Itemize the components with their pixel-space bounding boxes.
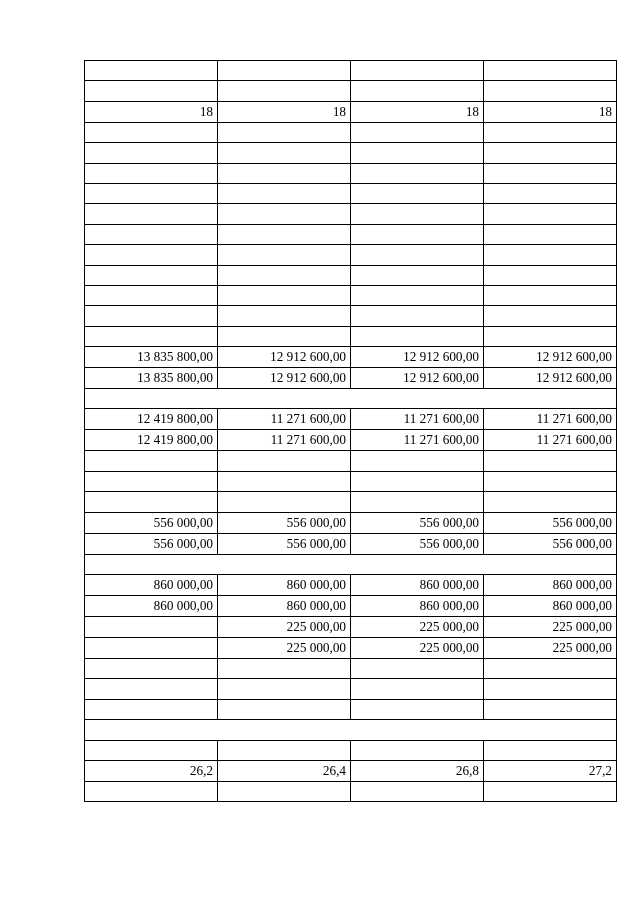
table-cell xyxy=(218,224,351,244)
table-cell: 13 835 800,00 xyxy=(85,347,218,368)
table-cell: 18 xyxy=(484,101,617,122)
table-cell: 12 912 600,00 xyxy=(484,347,617,368)
table-cell xyxy=(85,471,218,491)
table-cell xyxy=(85,285,218,305)
table-cell: 556 000,00 xyxy=(85,533,218,554)
table-cell xyxy=(218,326,351,346)
table-row xyxy=(85,204,617,224)
table-cell xyxy=(85,492,218,512)
table-cell: 225 000,00 xyxy=(484,638,617,659)
table-cell xyxy=(85,183,218,203)
table-cell: 225 000,00 xyxy=(484,617,617,638)
table-cell xyxy=(351,699,484,719)
table-cell xyxy=(218,659,351,679)
table-row xyxy=(85,575,617,596)
table-cell: 556 000,00 xyxy=(218,512,351,533)
table-cell xyxy=(351,81,484,101)
table-cell xyxy=(484,492,617,512)
table-cell: 12 419 800,00 xyxy=(85,409,218,430)
table-cell xyxy=(351,306,484,326)
table-cell: 556 000,00 xyxy=(218,533,351,554)
table-cell xyxy=(218,143,351,163)
table-cell xyxy=(484,471,617,491)
table-cell xyxy=(218,679,351,699)
table-cell xyxy=(85,204,218,224)
table-cell xyxy=(218,471,351,491)
table-row xyxy=(85,596,617,617)
table-cell xyxy=(85,306,218,326)
table-cell xyxy=(484,61,617,81)
table-cell: 12 912 600,00 xyxy=(218,368,351,389)
table-cell: 18 xyxy=(351,101,484,122)
table-cell xyxy=(351,122,484,142)
table-cell xyxy=(351,781,484,801)
table-row xyxy=(85,285,617,305)
table-row xyxy=(85,61,617,81)
table-cell xyxy=(85,659,218,679)
table-cell xyxy=(85,699,218,719)
table-cell xyxy=(351,285,484,305)
table-cell xyxy=(484,163,617,183)
table-row xyxy=(85,101,617,122)
table-cell: 860 000,00 xyxy=(484,596,617,617)
table-row xyxy=(85,183,617,203)
table-cell: 26,4 xyxy=(218,760,351,781)
table-cell xyxy=(351,183,484,203)
table-row xyxy=(85,245,617,265)
table-cell xyxy=(351,659,484,679)
table-row xyxy=(85,720,617,740)
table-cell: 11 271 600,00 xyxy=(484,430,617,451)
table-cell xyxy=(85,163,218,183)
table-cell xyxy=(484,659,617,679)
table-cell xyxy=(85,781,218,801)
table-section-row xyxy=(85,720,617,740)
table-cell: 12 912 600,00 xyxy=(218,347,351,368)
table-cell xyxy=(484,326,617,346)
table-cell xyxy=(85,61,218,81)
table-row xyxy=(85,617,617,638)
table-cell xyxy=(218,492,351,512)
table-cell xyxy=(85,224,218,244)
table-row xyxy=(85,143,617,163)
table-cell: 13 835 800,00 xyxy=(85,368,218,389)
table-cell: 860 000,00 xyxy=(351,575,484,596)
table-row xyxy=(85,512,617,533)
table-cell xyxy=(351,143,484,163)
data-table xyxy=(84,60,617,802)
table-cell xyxy=(85,617,218,638)
table-cell xyxy=(85,122,218,142)
table-cell xyxy=(85,679,218,699)
table-cell xyxy=(351,204,484,224)
table-cell: 556 000,00 xyxy=(484,533,617,554)
table-cell xyxy=(484,679,617,699)
table-cell xyxy=(484,451,617,471)
table-cell xyxy=(85,740,218,760)
table-cell xyxy=(218,740,351,760)
table-row xyxy=(85,699,617,719)
table-row xyxy=(85,430,617,451)
table-cell: 27,2 xyxy=(484,760,617,781)
table-cell: 11 271 600,00 xyxy=(218,409,351,430)
table-cell xyxy=(484,306,617,326)
table-row xyxy=(85,638,617,659)
table-cell xyxy=(85,143,218,163)
table-cell xyxy=(218,61,351,81)
table-row xyxy=(85,451,617,471)
table-cell xyxy=(218,204,351,224)
table-cell: 860 000,00 xyxy=(218,575,351,596)
table-cell xyxy=(484,204,617,224)
table-row xyxy=(85,554,617,574)
table-cell xyxy=(218,265,351,285)
table-cell: 11 271 600,00 xyxy=(351,430,484,451)
table-cell xyxy=(351,451,484,471)
table-row xyxy=(85,740,617,760)
table-cell xyxy=(484,143,617,163)
table-row xyxy=(85,471,617,491)
table-cell xyxy=(351,492,484,512)
table-cell: 860 000,00 xyxy=(218,596,351,617)
table-cell xyxy=(85,326,218,346)
table-cell xyxy=(484,285,617,305)
table-cell: 26,2 xyxy=(85,760,218,781)
table-row xyxy=(85,224,617,244)
table-row xyxy=(85,679,617,699)
table-cell xyxy=(218,163,351,183)
table-cell: 860 000,00 xyxy=(85,575,218,596)
table-cell xyxy=(218,122,351,142)
table-cell xyxy=(218,285,351,305)
table-cell xyxy=(484,245,617,265)
table-cell xyxy=(218,183,351,203)
table-cell: 860 000,00 xyxy=(351,596,484,617)
table-cell xyxy=(484,81,617,101)
table-row xyxy=(85,533,617,554)
table-cell xyxy=(85,81,218,101)
table-row xyxy=(85,81,617,101)
table-section-row xyxy=(85,389,617,409)
table-cell xyxy=(484,781,617,801)
table-cell: 12 419 800,00 xyxy=(85,430,218,451)
table-cell xyxy=(218,451,351,471)
table-cell xyxy=(85,265,218,285)
table-cell xyxy=(351,224,484,244)
table-row xyxy=(85,347,617,368)
table-cell: 12 912 600,00 xyxy=(351,347,484,368)
table-cell xyxy=(484,183,617,203)
table-cell: 18 xyxy=(85,101,218,122)
table-body xyxy=(85,61,617,802)
table-cell: 556 000,00 xyxy=(351,512,484,533)
table-cell xyxy=(484,265,617,285)
table-row xyxy=(85,659,617,679)
table-cell: 556 000,00 xyxy=(484,512,617,533)
table-cell xyxy=(351,245,484,265)
table-row xyxy=(85,492,617,512)
table-cell: 12 912 600,00 xyxy=(351,368,484,389)
table-cell xyxy=(218,245,351,265)
table-cell xyxy=(351,61,484,81)
table-cell: 556 000,00 xyxy=(85,512,218,533)
table-row xyxy=(85,389,617,409)
table-row xyxy=(85,122,617,142)
table-cell: 225 000,00 xyxy=(351,638,484,659)
table-cell: 860 000,00 xyxy=(484,575,617,596)
table-cell xyxy=(484,740,617,760)
table-row xyxy=(85,409,617,430)
table-cell: 860 000,00 xyxy=(85,596,218,617)
table-cell: 18 xyxy=(218,101,351,122)
table-cell xyxy=(85,638,218,659)
table-cell: 26,8 xyxy=(351,760,484,781)
table-cell: 11 271 600,00 xyxy=(218,430,351,451)
table-cell xyxy=(351,679,484,699)
table-cell: 11 271 600,00 xyxy=(351,409,484,430)
table-cell xyxy=(484,122,617,142)
table-cell xyxy=(484,699,617,719)
table-cell xyxy=(484,224,617,244)
table-cell: 11 271 600,00 xyxy=(484,409,617,430)
table-row xyxy=(85,265,617,285)
table-row xyxy=(85,326,617,346)
table-section-row xyxy=(85,554,617,574)
table-cell xyxy=(351,265,484,285)
table-cell: 225 000,00 xyxy=(218,617,351,638)
table-cell xyxy=(351,326,484,346)
table-row xyxy=(85,163,617,183)
table-row xyxy=(85,306,617,326)
table-row xyxy=(85,760,617,781)
table-cell: 12 912 600,00 xyxy=(484,368,617,389)
table-cell: 225 000,00 xyxy=(218,638,351,659)
table-cell xyxy=(85,245,218,265)
table-cell xyxy=(351,163,484,183)
table-cell xyxy=(85,451,218,471)
table-cell xyxy=(218,781,351,801)
table-cell: 556 000,00 xyxy=(351,533,484,554)
table-cell xyxy=(218,81,351,101)
table-row xyxy=(85,368,617,389)
table-row xyxy=(85,781,617,801)
table-cell xyxy=(218,306,351,326)
table-cell xyxy=(351,740,484,760)
table-cell xyxy=(351,471,484,491)
table-cell xyxy=(218,699,351,719)
table-cell: 225 000,00 xyxy=(351,617,484,638)
